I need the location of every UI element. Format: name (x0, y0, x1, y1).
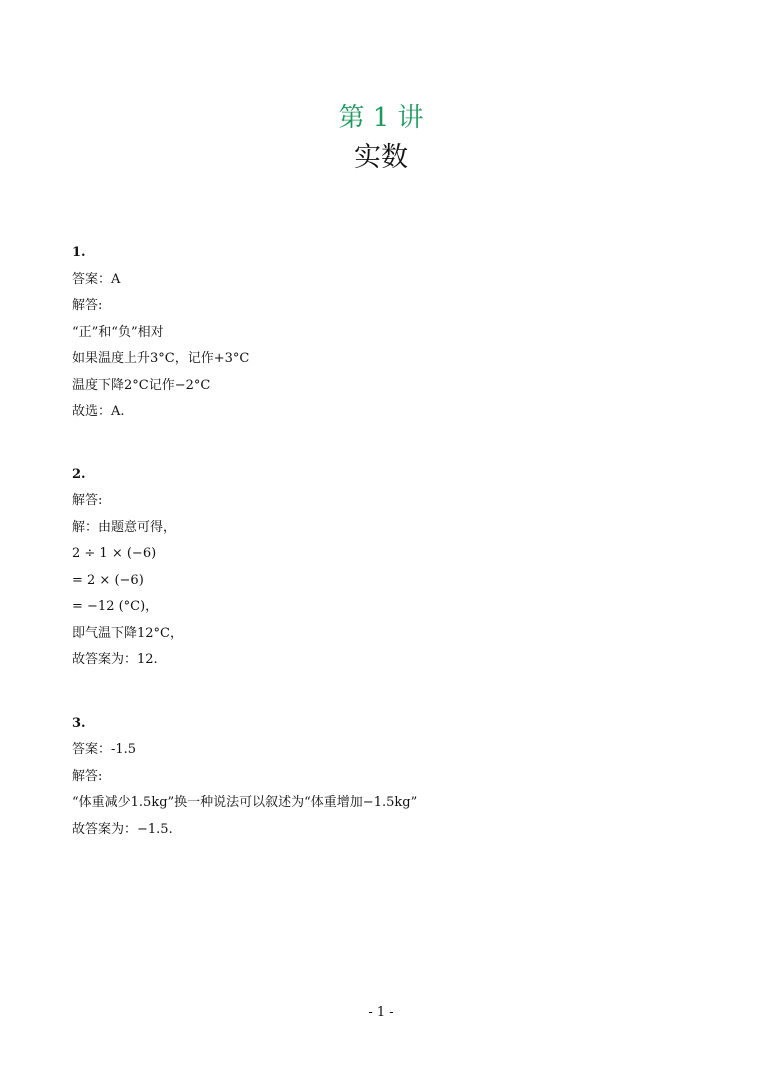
solution-line: “体重减少1.5kg”换一种说法可以叙述为“体重增加−1.5kg” (72, 795, 418, 810)
conclusion-line: 故选：A. (72, 404, 125, 419)
lecture-number: 第 1 讲 (338, 103, 424, 133)
equation-line: = −12 (°C)， (72, 599, 159, 614)
page-header (0, 100, 762, 178)
solution-line: 温度下降2°C记作−2°C (72, 377, 211, 393)
answer-line: 答案：-1.5 (72, 742, 137, 757)
conclusion-line: 故答案为：12. (72, 652, 158, 667)
question-1 (72, 240, 692, 426)
question-number: 2. (72, 466, 86, 482)
equation-line: 2 ÷ 1 × (−6) (72, 546, 157, 561)
solution-line: 解：由题意可得， (72, 519, 177, 535)
page-number: - 1 - (368, 1005, 394, 1020)
page-title: 实数 (354, 142, 408, 173)
solution-label: 解答: (72, 298, 103, 313)
solution-line: 即气温下降12°C， (72, 625, 183, 641)
question-2 (72, 462, 692, 674)
solution-label: 解答: (72, 493, 103, 508)
conclusion-line: 故答案为：−1.5. (72, 821, 173, 837)
equation-line: = 2 × (−6) (72, 572, 144, 588)
question-spacer (72, 426, 692, 462)
question-number: 1. (72, 245, 86, 260)
question-spacer (72, 674, 692, 711)
question-3 (72, 711, 692, 844)
answer-line: 答案：A (72, 271, 121, 287)
answer-content (72, 240, 692, 843)
solution-line: 如果温度上升3°C，记作+3°C (72, 351, 250, 366)
solution-label: 解答: (72, 768, 103, 784)
question-number: 3. (72, 715, 86, 731)
solution-line: “正”和“负”相对 (72, 324, 164, 340)
